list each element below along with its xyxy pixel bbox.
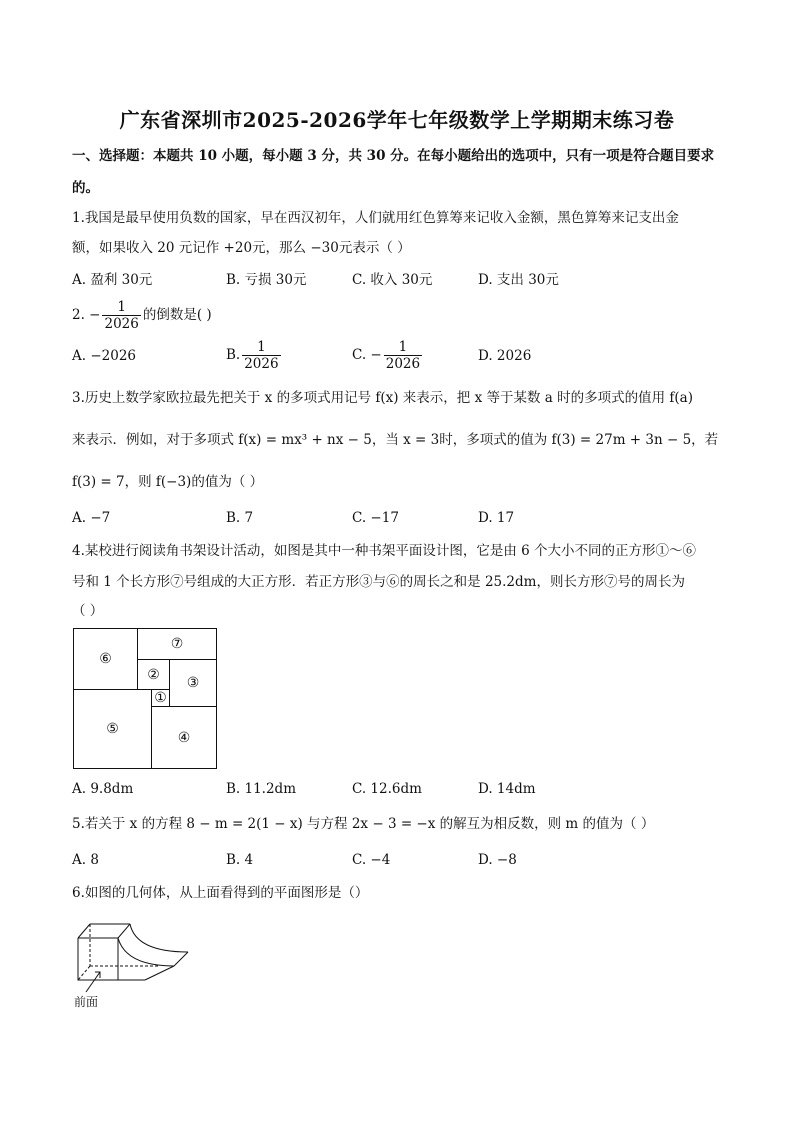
square-6 bbox=[73, 628, 138, 690]
section-instructions-line1: 一、选择题：本题共 10 小题，每小题 3 分，共 30 分。在每小题给出的选项中，只有一项是符合题目要求 bbox=[72, 148, 715, 164]
square-2-label: ② bbox=[147, 666, 160, 683]
q2-option-a: A. −2026 bbox=[72, 348, 136, 364]
q5-line1: 5.若关于 x 的方程 8 − m = 2(1 − x) 与方程 2x − 3 = −x 的解互为相反数，则 m 的值为（ ） bbox=[72, 816, 655, 832]
q4-option-b: B. 11.2dm bbox=[226, 781, 297, 797]
q4-line1: 4.某校进行阅读角书架设计活动，如图是其中一种书架平面设计图，它是由 6 个大小不同的正方形①～⑥ bbox=[72, 543, 697, 559]
q3-line2: 来表示．例如，对于多项式 f(x) = mx³ + nx − 5，当 x = 3时，多项式的值为 f(3) = 27m + 3n − 5，若 bbox=[72, 432, 719, 448]
square-5-label: ⑤ bbox=[106, 721, 119, 737]
q1-line1: 1.我国是最早使用负数的国家，早在西汉初年，人们就用红色算筹来记收入金额，黑色算筹来记支出金 bbox=[72, 210, 679, 226]
q2-prefix: 2. − bbox=[72, 307, 101, 323]
q5-option-d: D. −8 bbox=[478, 852, 517, 868]
q2-option-c-fraction bbox=[384, 339, 422, 372]
q5-option-c: C. −4 bbox=[352, 852, 391, 868]
q4-line2: 号和 1 个长方形⑦号组成的大正方形．若正方形③与⑥的周长之和是 25.2dm，则长方形⑦号的周长为 bbox=[72, 574, 685, 590]
square-3-label: ③ bbox=[186, 675, 200, 691]
q2-fraction-den: 2026 bbox=[104, 316, 139, 332]
q2-option-b-num: 1 bbox=[242, 339, 280, 356]
front-label: 前面 bbox=[74, 995, 99, 1009]
q5-option-b: B. 4 bbox=[226, 852, 254, 868]
q2-fraction-num: 1 bbox=[102, 299, 140, 316]
page-title: 广东省深圳市2025-2026学年七年级数学上学期期末练习卷 bbox=[119, 108, 675, 132]
q4-line3: （ ） bbox=[72, 603, 104, 619]
q2-fraction bbox=[102, 299, 140, 332]
q1-option-a: A. 盈利 30元 bbox=[72, 272, 153, 288]
q3-line1: 3.历史上数学家欧拉最先把关于 x 的多项式用记号 f(x) 来表示，把 x 等于某数 a 时的多项式的值用 f(a) bbox=[72, 390, 693, 406]
q3-option-b: B. 7 bbox=[226, 510, 254, 526]
q1-option-b: B. 亏损 30元 bbox=[226, 272, 307, 288]
rectangle-7-label: ⑦ bbox=[170, 636, 184, 652]
q4-option-c: C. 12.6dm bbox=[352, 781, 422, 797]
q2-option-c-den: 2026 bbox=[385, 356, 421, 372]
square-1-label: ① bbox=[154, 690, 167, 706]
q2-option-d: D. 2026 bbox=[478, 348, 532, 364]
square-2 bbox=[137, 659, 170, 690]
q2-option-c-label: C. − bbox=[352, 347, 382, 363]
bookshelf-diagram bbox=[73, 628, 217, 769]
q5-option-a: A. 8 bbox=[72, 852, 99, 868]
q4-option-a: A. 9.8dm bbox=[72, 781, 134, 797]
section-instructions-line2: 的。 bbox=[72, 180, 99, 196]
q2-option-b-label: B. bbox=[226, 347, 241, 363]
square-5 bbox=[73, 689, 152, 769]
q2-suffix: 的倒数是( ) bbox=[142, 307, 212, 323]
square-4 bbox=[151, 706, 217, 769]
q2-option-b-den: 2026 bbox=[244, 356, 279, 372]
square-6-label: ⑥ bbox=[99, 651, 112, 667]
rectangle-7 bbox=[137, 628, 217, 660]
q2-option-c bbox=[352, 338, 424, 372]
q1-line2: 额，如果收入 20 元记作 +20元，那么 −30元表示（ ） bbox=[72, 240, 411, 256]
square-4-label: ④ bbox=[177, 729, 191, 746]
square-3 bbox=[169, 659, 217, 707]
q1-option-c: C. 收入 30元 bbox=[352, 272, 433, 288]
q3-line3: f(3) = 7，则 f(−3)的值为（ ） bbox=[72, 474, 264, 490]
q4-option-d: D. 14dm bbox=[478, 781, 536, 797]
q2-option-c-num: 1 bbox=[384, 339, 422, 356]
q2-option-b bbox=[226, 338, 283, 372]
q3-option-c: C. −17 bbox=[352, 510, 399, 526]
q3-option-d: D. 17 bbox=[478, 510, 515, 526]
square-1 bbox=[151, 689, 170, 707]
q1-option-d: D. 支出 30元 bbox=[478, 272, 559, 288]
q3-option-a: A. −7 bbox=[72, 510, 111, 526]
q6-line1: 6.如图的几何体，从上面看得到的平面图形是（） bbox=[72, 885, 369, 901]
q2-stem bbox=[72, 298, 212, 332]
q2-option-b-fraction bbox=[242, 339, 280, 372]
